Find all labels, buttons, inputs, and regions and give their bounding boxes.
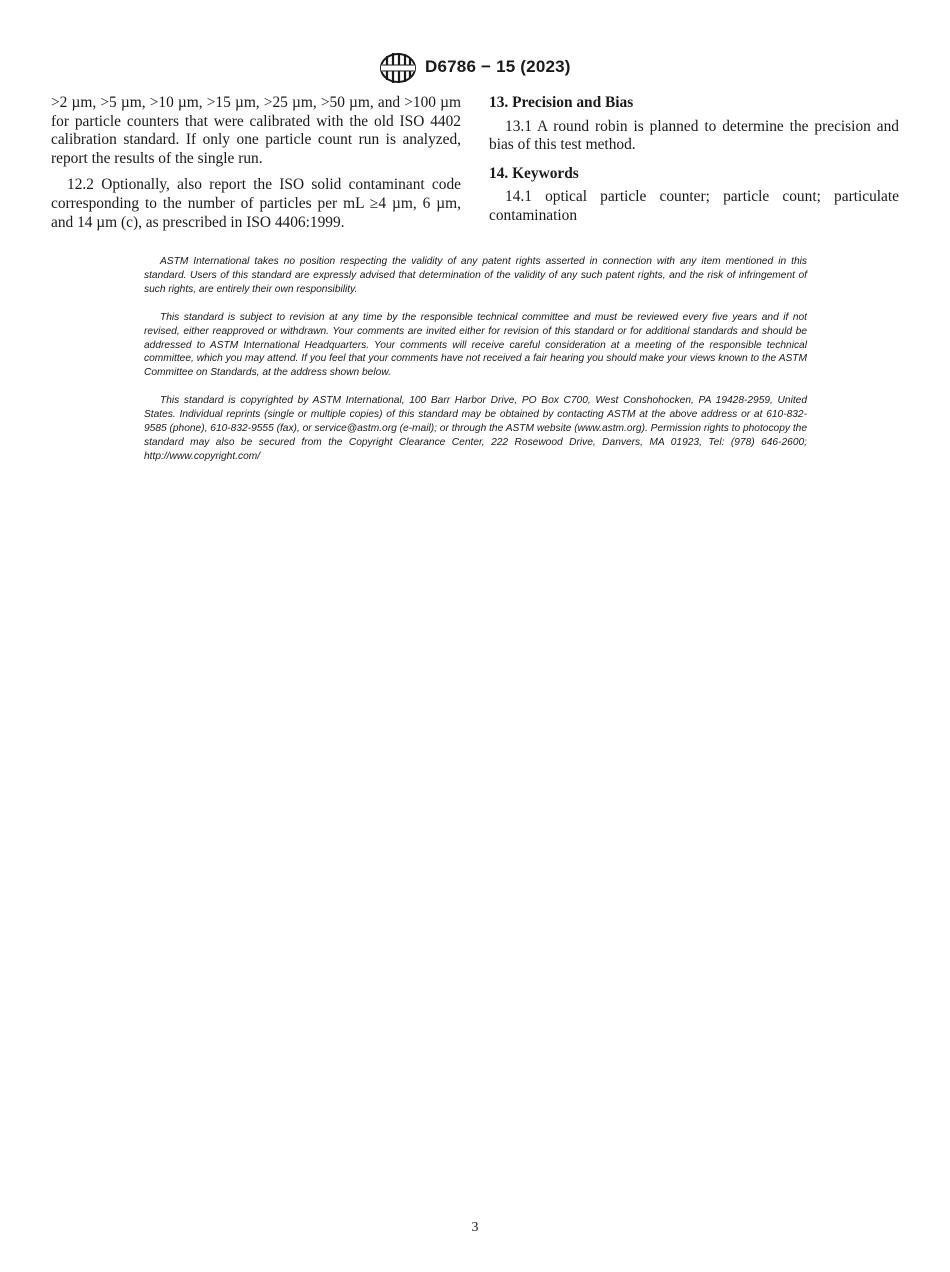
- paragraph-12-2: 12.2 Optionally, also report the ISO solid contaminant code corresponding to the number of particles per mL ≥4 µm, 6 µm, and 14 µm (c), as prescribed in ISO 4406:1999.: [51, 176, 461, 231]
- legal-notices: [144, 255, 807, 478]
- revision-notice: This standard is subject to revision at any time by the responsible technical committee and must be reviewed every five years and if not revised, either reapproved or withdrawn. Your comments are invited either for revision of this standard or for additional standards and should be addressed to ASTM International Headquarters. Your comments will receive careful consideration at a meeting of the responsible technical committee, which you may attend. If you feel that your comments have not received a fair hearing you should make your views known to the ASTM Committee on Standards, at the address shown below.: [144, 311, 807, 379]
- patent-notice: ASTM International takes no position respecting the validity of any patent rights asserted in connection with any item mentioned in this standard. Users of this standard are expressly advised that determination of the validity of any such patent rights, and the risk of infringement of such rights, are entirely their own responsibility.: [144, 256, 807, 295]
- copyright-notice: This standard is copyrighted by ASTM International, 100 Barr Harbor Drive, PO Box C700, West Conshohocken, PA 19428-2959, United States. Individual reprints (single or multiple copies) of this standard may be obtained by contacting ASTM at the above address or at 610-832-9585 (phone), 610-832-9555 (fax), or service@astm.org (e-mail); or through the ASTM website (www.astm.org). Permission rights to photocopy the standard may also be secured from the Copyright Clearance Center, 222 Rosewood Drive, Danvers, MA 01923, Tel: (978) 646-2600; http://www.copyright.com/: [144, 395, 807, 462]
- paragraph-13-1: 13.1 A round robin is planned to determine the precision and bias of this test method.: [489, 117, 899, 154]
- astm-logo-icon: [378, 50, 418, 86]
- left-column: [51, 94, 461, 232]
- page-header: [0, 50, 950, 86]
- section-13-heading: 13. Precision and Bias: [489, 94, 634, 111]
- paragraph-14-1: 14.1 optical particle counter; particle count; particulate contamination: [489, 188, 899, 224]
- section-14-heading: 14. Keywords: [489, 164, 579, 182]
- document-designation: D6786 − 15 (2023): [425, 57, 571, 76]
- paragraph-12-1-continued: >2 µm, >5 µm, >10 µm, >15 µm, >25 µm, >50 µm, and >100 µm for particle counters that were calibrated with the old ISO 4402 calibration standard. If only one particle count run is analyzed, report the results of the single run.: [51, 94, 461, 167]
- page-number: 3: [471, 1220, 479, 1235]
- right-column: [489, 94, 899, 226]
